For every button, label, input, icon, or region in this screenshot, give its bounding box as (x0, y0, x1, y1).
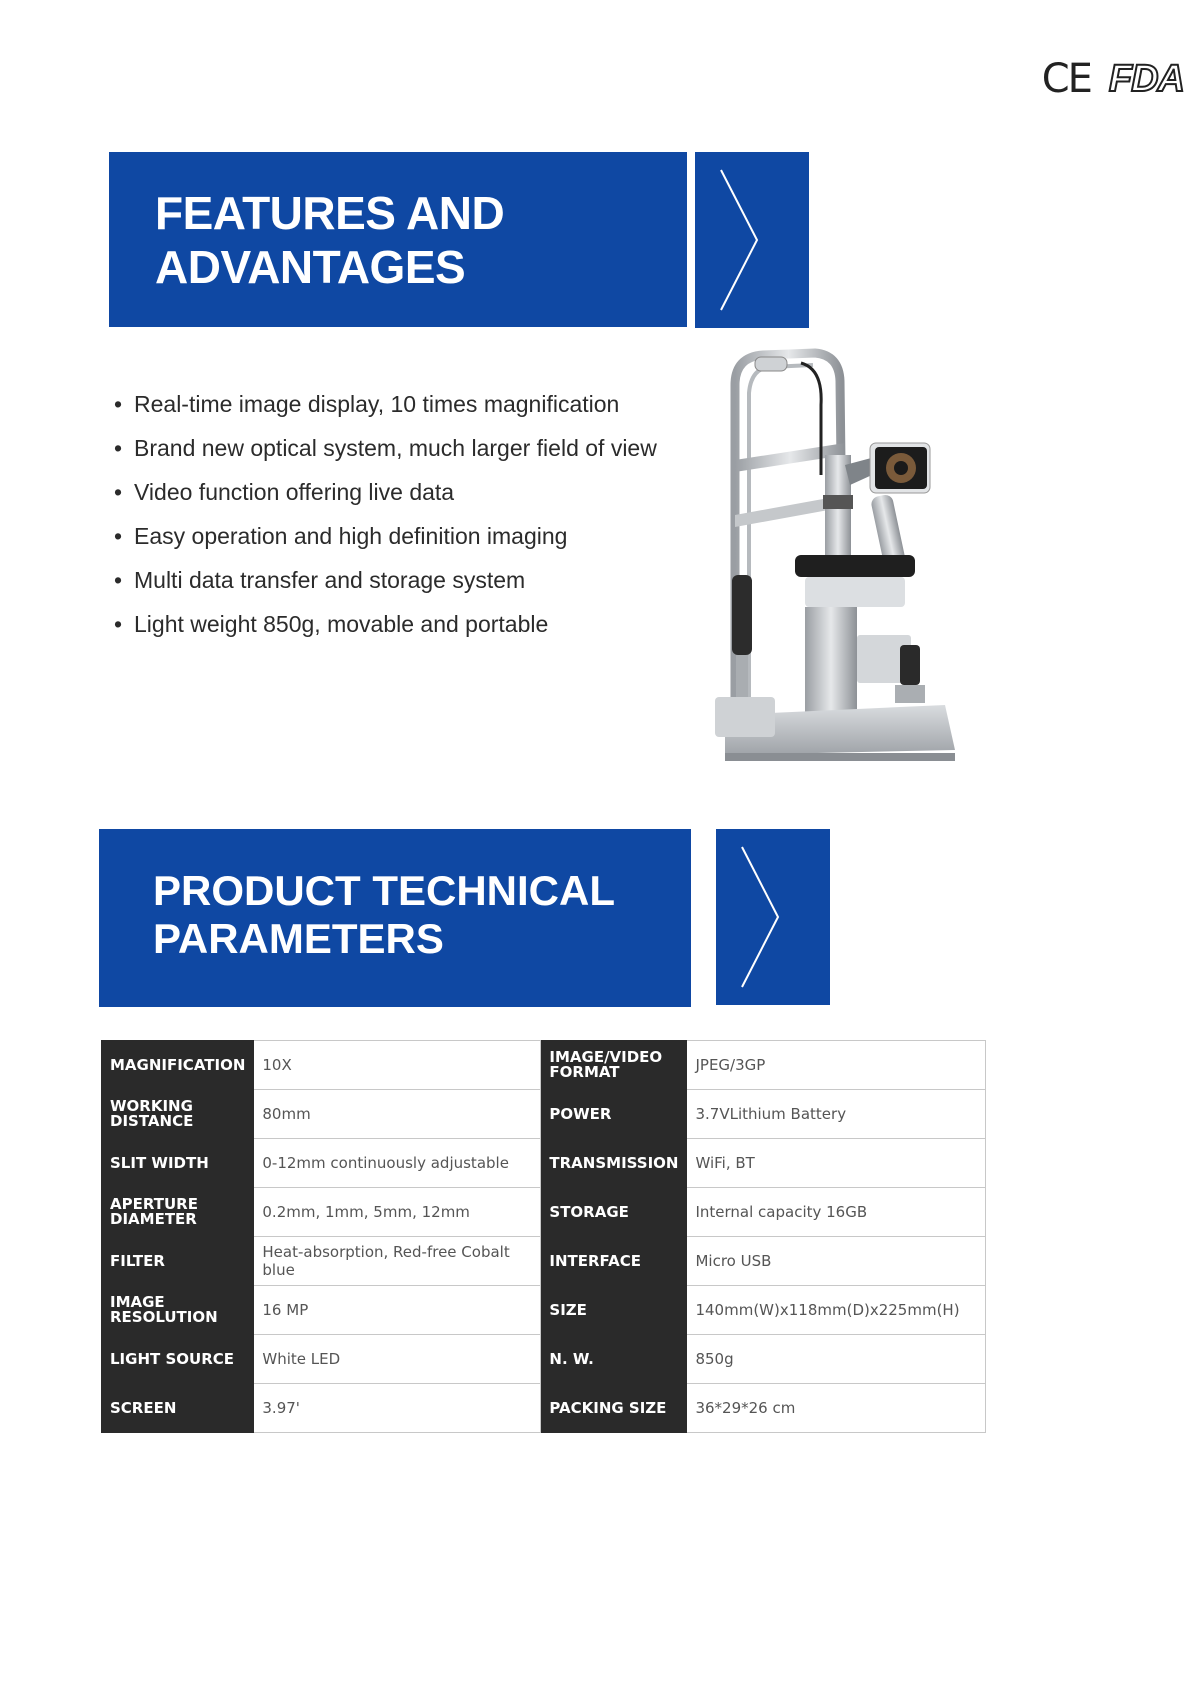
params-title (153, 867, 615, 963)
param-key: FILTER (102, 1237, 254, 1286)
table-row (102, 1188, 986, 1237)
param-key: SLIT WIDTH (102, 1139, 254, 1188)
features-chevron-box (695, 152, 809, 328)
param-value: 0-12mm continuously adjustable (254, 1139, 541, 1188)
param-value: 850g (687, 1335, 986, 1384)
feature-item: • Real-time image display, 10 times magnification (110, 386, 657, 430)
param-key: SIZE (541, 1286, 687, 1335)
param-value: WiFi, BT (687, 1139, 986, 1188)
param-value: 36*29*26 cm (687, 1384, 986, 1433)
feature-item: • Light weight 850g, movable and portable (110, 606, 657, 650)
param-value: 80mm (254, 1090, 541, 1139)
features-banner (109, 152, 687, 327)
feature-item: • Brand new optical system, much larger field of view (110, 430, 657, 474)
features-list (110, 386, 657, 650)
ce-mark: CE (1041, 56, 1091, 102)
params-banner (99, 829, 691, 1007)
param-key: SCREEN (102, 1384, 254, 1433)
param-value: 3.97' (254, 1384, 541, 1433)
param-key: APERTURE DIAMETER (102, 1188, 254, 1237)
param-key: INTERFACE (541, 1237, 687, 1286)
table-row (102, 1286, 986, 1335)
feature-item: • Video function offering live data (110, 474, 657, 518)
param-value: JPEG/3GP (687, 1041, 986, 1090)
param-key: LIGHT SOURCE (102, 1335, 254, 1384)
param-key: IMAGE/VIDEO FORMAT (541, 1041, 687, 1090)
table-row (102, 1335, 986, 1384)
fda-logo: FDA (1108, 57, 1184, 100)
table-row (102, 1041, 986, 1090)
param-value: Internal capacity 16GB (687, 1188, 986, 1237)
param-value: 16 MP (254, 1286, 541, 1335)
technical-parameters-table (101, 1040, 986, 1433)
param-key: TRANSMISSION (541, 1139, 687, 1188)
param-key: POWER (541, 1090, 687, 1139)
features-title (155, 186, 504, 295)
params-title-line2: PARAMETERS (153, 914, 444, 962)
param-key: WORKING DISTANCE (102, 1090, 254, 1139)
slit-lamp-device-image (705, 345, 1125, 795)
param-key: PACKING SIZE (541, 1384, 687, 1433)
param-key: N. W. (541, 1335, 687, 1384)
table-row (102, 1237, 986, 1286)
param-key: MAGNIFICATION (102, 1041, 254, 1090)
feature-item: • Easy operation and high definition imaging (110, 518, 657, 562)
features-title-line1: FEATURES AND (155, 187, 505, 239)
param-value: 0.2mm, 1mm, 5mm, 12mm (254, 1188, 541, 1237)
table-row (102, 1384, 986, 1433)
params-title-line1: PRODUCT TECHNICAL (153, 867, 615, 914)
param-value: Heat-absorption, Red-free Cobalt blue (254, 1237, 541, 1286)
param-value: White LED (254, 1335, 541, 1384)
features-title-line2: ADVANTAGES (155, 241, 466, 294)
param-value: Micro USB (687, 1237, 986, 1286)
param-key: STORAGE (541, 1188, 687, 1237)
table-row (102, 1090, 986, 1139)
params-chevron-box (716, 829, 830, 1005)
table-row (102, 1139, 986, 1188)
feature-item: • Multi data transfer and storage system (110, 562, 657, 606)
chevron-right-icon (716, 829, 830, 1005)
param-value: 3.7VLithium Battery (687, 1090, 986, 1139)
chevron-right-icon (695, 152, 809, 328)
param-value: 140mm(W)x118mm(D)x225mm(H) (687, 1286, 986, 1335)
certification-marks (1042, 56, 1184, 102)
param-key: IMAGE RESOLUTION (102, 1286, 254, 1335)
param-value: 10X (254, 1041, 541, 1090)
